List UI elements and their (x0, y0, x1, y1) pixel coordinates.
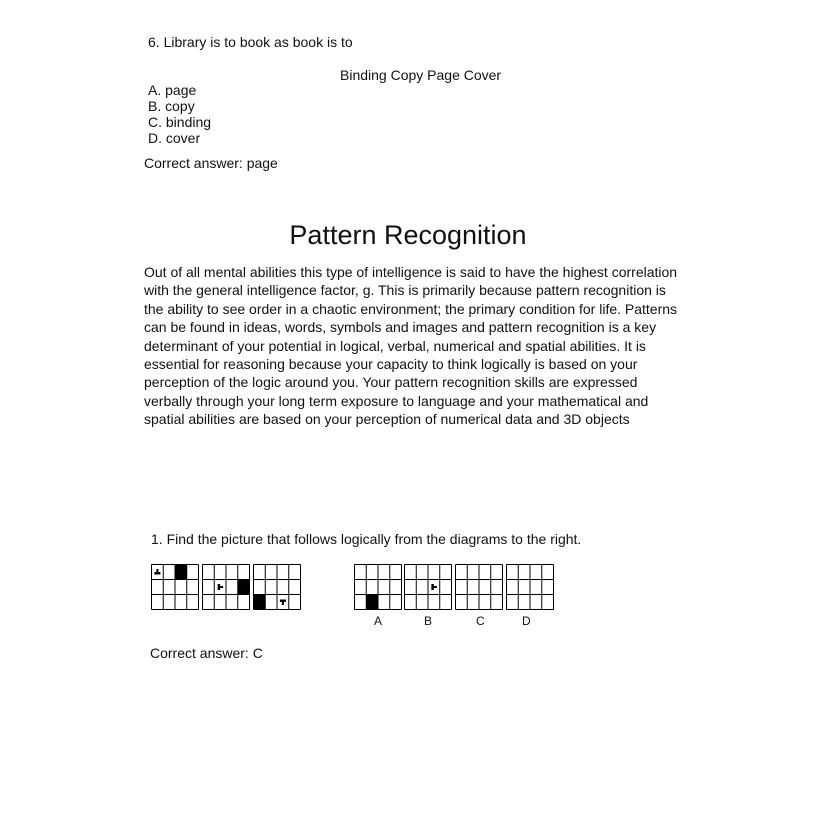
question-6-options (148, 82, 211, 146)
question-6-choices-line: Binding Copy Page Cover (340, 67, 502, 83)
answer-label-b: B (424, 614, 433, 628)
black-cell (238, 580, 250, 595)
black-cell (254, 595, 266, 610)
section-paragraph: Out of all mental abilities this type of intelligence is said to have the highest correlation with the general intelligence factor, g. This is primarily because pattern recognition is the ability to see order in a chaotic environment; the primary condition for life. Patterns can be found in ideas, words, symbols and images and pattern recognition is a key determinant of your potential in logical, verbal, numerical and spatial abilities. It is essential for reasoning because your capacity to think logically is based on your perception of the logic around you. Your pattern recognition skills are expressed verbally through your long term exposure to language and your mathematical and spatial abilities are based on your perception of numerical data and 3D objects (144, 264, 678, 428)
option-d: D. cover (148, 130, 201, 146)
section-title: Pattern Recognition (289, 220, 527, 250)
question-1-answer: Correct answer: C (150, 645, 263, 661)
answer-grid-a (354, 564, 402, 610)
question-6-answer: Correct answer: page (144, 155, 278, 171)
answer-label-c: C (476, 614, 485, 628)
answer-grid-b (404, 564, 452, 610)
answer-label-d: D (522, 614, 531, 628)
sequence-grid-2 (202, 564, 250, 610)
black-cell (366, 595, 378, 610)
glyph-mark (154, 569, 160, 575)
answer-grid-c (455, 564, 503, 610)
sequence-grid-3 (253, 564, 301, 610)
option-c: C. binding (148, 114, 212, 130)
sequence-grid-1 (151, 564, 199, 610)
option-b: B. copy (148, 98, 195, 114)
answer-label-a: A (374, 614, 383, 628)
glyph-mark (431, 584, 437, 590)
question-6-text: 6. Library is to book as book is to (148, 34, 353, 50)
question-1-text: 1. Find the picture that follows logically from the diagrams to the right. (151, 531, 582, 547)
glyph-mark (280, 600, 286, 606)
answer-grid-d (506, 564, 554, 610)
glyph-mark (218, 584, 224, 590)
black-cell (175, 565, 187, 580)
option-a: A. page (148, 82, 197, 98)
